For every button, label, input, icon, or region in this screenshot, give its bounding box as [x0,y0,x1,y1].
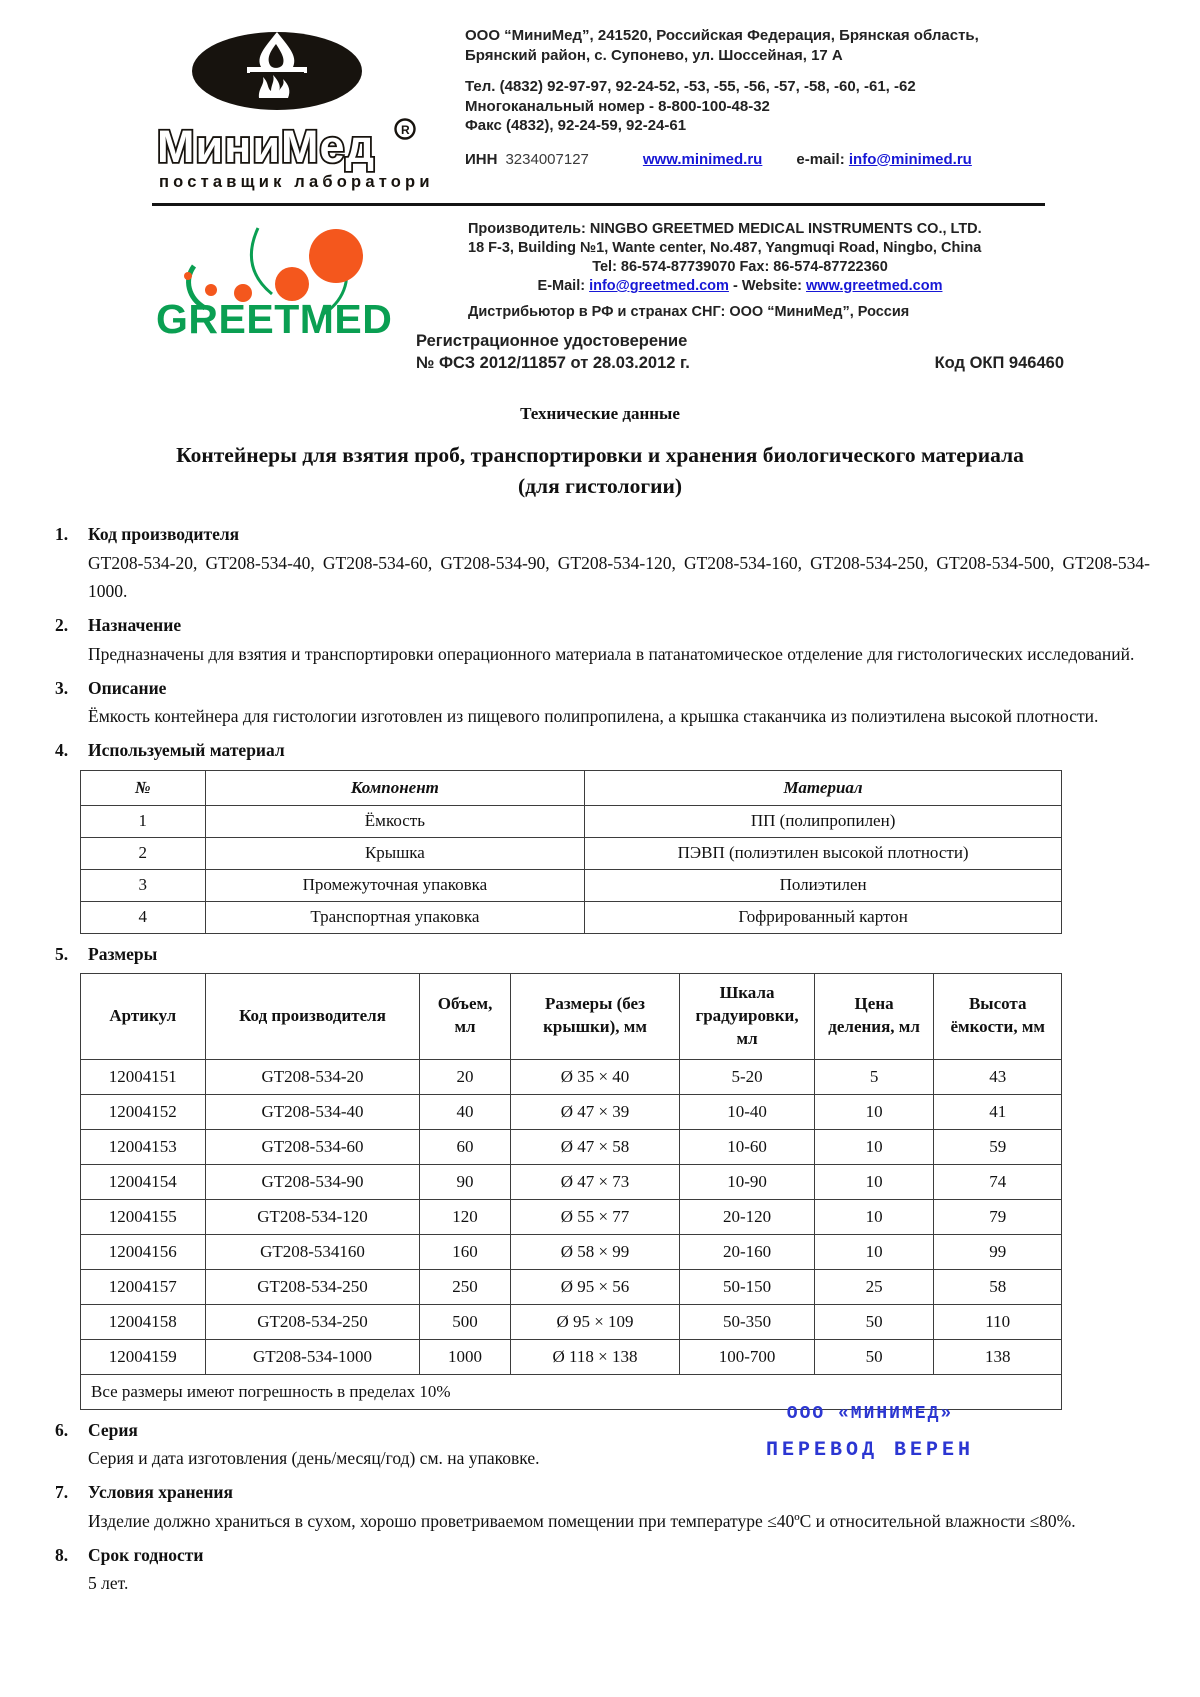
sections [0,502,1200,1597]
table-cell: Гофрированный картон [585,901,1062,933]
producer-email-label: E-Mail: [537,278,586,294]
table-cell: 12004153 [81,1129,206,1164]
table-cell: Ø 95 × 56 [510,1269,680,1304]
table-cell: 120 [420,1199,510,1234]
minimed-email-link[interactable]: info@minimed.ru [848,150,972,168]
section-body-3: Ёмкость контейнера для гистологии изготовлен из пищевого полипропилена, а крышка стаканчика из полиэтилена высокой плотности. [88,706,1099,727]
table-cell: Ø 118 × 138 [510,1339,680,1374]
section-heading-3: 3. Описание [55,677,167,698]
regcert-title: Регистрационное удостоверение [416,332,688,350]
table-cell: 5 [814,1059,934,1094]
table-cell: 1000 [420,1339,510,1374]
section-heading-2: 2. Назначение [55,615,182,636]
table-cell: 79 [934,1199,1062,1234]
table-cell: 25 [814,1269,934,1304]
fax-line: Факс (4832), 92-24-59, 92-24-61 [465,117,687,134]
minimed-logo-icon [150,26,430,192]
table-row [81,1234,1062,1269]
table-row [81,1059,1062,1094]
company-contact-block [465,26,1065,169]
table-cell: 43 [934,1059,1062,1094]
doc-subtitle: Технические данные [520,404,680,423]
table-cell: Ø 47 × 39 [510,1094,680,1129]
table-header-cell: Шкала градуировки, мл [680,973,814,1059]
table-cell: GT208-534-250 [205,1269,420,1304]
section-body-8: 5 лет. [88,1573,129,1594]
table-cell: 12004151 [81,1059,206,1094]
table-row [81,869,1062,901]
table-cell: GT208-534-40 [205,1094,420,1129]
table-cell: 12004156 [81,1234,206,1269]
svg-text:R: R [401,123,410,137]
table-row [81,1304,1062,1339]
table-header-cell: Артикул [81,973,206,1059]
table-cell: 10 [814,1164,934,1199]
table-cell: 1 [81,805,206,837]
table-cell: 12004158 [81,1304,206,1339]
table-cell: ПП (полипропилен) [585,805,1062,837]
table-header-cell: Объем, мл [420,973,510,1059]
table-cell: Промежуточная упаковка [205,869,585,901]
doc-title [0,440,1200,502]
stamp-company: ООО «МИНИМЕД» [786,1403,954,1424]
section-heading-8: 8. Срок годности [55,1544,204,1565]
table-cell: 10 [814,1199,934,1234]
table-cell: GT208-534-120 [205,1199,420,1234]
table-cell: 10-60 [680,1129,814,1164]
table-cell: 50-350 [680,1304,814,1339]
regcert-number: № ФСЗ 2012/11857 от 28.03.2012 г. [416,354,690,372]
section-heading-4: 4. Используемый материал [55,740,285,761]
table-cell: Крышка [205,837,585,869]
minimed-tagline: поставщик лабораторий [159,173,430,191]
table-cell: 3 [81,869,206,901]
table-header-cell: Материал [585,770,1062,805]
producer-telfax: Tel: 86-574-87739070 Fax: 86-574-87722360 [592,259,888,275]
okp-code: Код ОКП 946460 [934,354,1064,372]
table-cell: 4 [81,901,206,933]
table-cell: 12004154 [81,1164,206,1199]
translation-stamp [766,1404,974,1462]
table-cell: Ø 47 × 73 [510,1164,680,1199]
table-row [81,1269,1062,1304]
section-body-7: Изделие должно храниться в сухом, хорошо проветриваемом помещении при температуре ≤40ºС и относительной влажности ≤80%. [88,1510,1076,1531]
table-cell: Полиэтилен [585,869,1062,901]
phone-line: Тел. (4832) 92-97-97, 92-24-52, -53, -55, -56, -57, -58, -60, -61, -62 [465,78,916,95]
table-cell: 58 [934,1269,1062,1304]
table-header-cell: Высота ёмкости, мм [934,973,1062,1059]
inn-label: ИНН [465,150,498,168]
table-cell: 50-150 [680,1269,814,1304]
table-header-cell: № [81,770,206,805]
minimed-website-link[interactable]: www.minimed.ru [642,150,763,168]
table-cell: 5-20 [680,1059,814,1094]
table-cell: GT208-534-20 [205,1059,420,1094]
distributor-line: Дистрибьютор в РФ и странах СНГ: ООО “МиниМед”, Россия [468,304,910,320]
table-cell: Ø 95 × 109 [510,1304,680,1339]
table-row [81,1199,1062,1234]
registration-certificate [416,330,1064,374]
table-cell: 110 [934,1304,1062,1339]
table-header-cell: Код производителя [205,973,420,1059]
email-label: e-mail: [796,150,845,168]
header-top [0,0,1200,197]
doc-title-line2: (для гистологии) [517,474,683,499]
table-cell: Ёмкость [205,805,585,837]
table-cell: Транспортная упаковка [205,901,585,933]
producer-block [416,216,1064,374]
table-row [81,805,1062,837]
section-body-1: GT208-534-20, GT208-534-40, GT208-534-60, GT208-534-90, GT208-534-120, GT208-534-160, GT208-534-250, GT208-534-500, GT208-534-1000. [88,552,1150,601]
table-cell: 500 [420,1304,510,1339]
table-header-cell: Размеры (без крышки), мм [510,973,680,1059]
table-cell: 60 [420,1129,510,1164]
table-cell: 59 [934,1129,1062,1164]
greetmed-email-link[interactable]: info@greetmed.com [589,278,729,294]
greetmed-logo-icon [150,220,400,342]
table-cell: GT208-534-60 [205,1129,420,1164]
producer-website-label: Website: [741,278,802,294]
section-heading-6: 6. Серия [55,1419,138,1440]
materials-table [80,770,1062,934]
table-cell: 160 [420,1234,510,1269]
table-cell: GT208-534-250 [205,1304,420,1339]
table-cell: 12004157 [81,1269,206,1304]
address-line: ООО “МиниМед”, 241520, Российская Федерация, Брянская область, [465,27,979,44]
section-heading-1: 1. Код производителя [55,524,240,545]
greetmed-logo [150,216,408,347]
section-body-6: Серия и дата изготовления (день/месяц/год) см. на упаковке. [88,1448,540,1469]
table-cell: 20 [420,1059,510,1094]
table-cell: 99 [934,1234,1062,1269]
table-cell: 50 [814,1304,934,1339]
table-row [81,1129,1062,1164]
table-cell: 100-700 [680,1339,814,1374]
table-cell: 10 [814,1129,934,1164]
table-cell: 10-40 [680,1094,814,1129]
table-cell: 12004155 [81,1199,206,1234]
tolerance-note: Все размеры имеют погрешность в пределах 10% [81,1374,1062,1409]
table-cell: 2 [81,837,206,869]
table-cell: 90 [420,1164,510,1199]
multichannel-line: Многоканальный номер - 8-800-100-48-32 [465,97,770,115]
producer-email-line: E-Mail: info@greetmed.com - Website: www.greetmed.com [537,278,943,294]
address-line: Брянский район, с. Супонево, ул. Шоссейная, 17 А [465,46,843,64]
sizes-table [80,973,1062,1410]
doc-title-line1: Контейнеры для взятия проб, транспортировки и хранения биологического материала [176,443,1024,467]
inn-value: 3234007127 [505,150,589,168]
section-heading-7: 7. Условия хранения [55,1482,233,1503]
table-cell: 12004152 [81,1094,206,1129]
greetmed-logo-text: GREETMED [156,296,393,342]
table-cell: ПЭВП (полиэтилен высокой плотности) [585,837,1062,869]
table-cell: Ø 55 × 77 [510,1199,680,1234]
table-header-row [81,973,1062,1059]
table-cell: 20-160 [680,1234,814,1269]
table-cell: GT208-534-90 [205,1164,420,1199]
section-body-2: Предназначены для взятия и транспортировки операционного материала в патанатомическое отделение для гистологических исследований. [88,643,1135,664]
table-cell: GT208-534160 [205,1234,420,1269]
table-cell: 74 [934,1164,1062,1199]
table-row [81,837,1062,869]
table-cell: 12004159 [81,1339,206,1374]
table-cell: 138 [934,1339,1062,1374]
table-row [81,901,1062,933]
greetmed-website-link[interactable]: www.greetmed.com [806,278,943,294]
table-header-cell: Цена деления, мл [814,973,934,1059]
table-cell: 50 [814,1339,934,1374]
table-row [81,1094,1062,1129]
table-cell: Ø 58 × 99 [510,1234,680,1269]
table-header-cell: Компонент [205,770,585,805]
minimed-logo-text: МиниМед [157,121,376,172]
table-cell: 20-120 [680,1199,814,1234]
table-header-row [81,770,1062,805]
table-cell: 10 [814,1234,934,1269]
table-cell: 40 [420,1094,510,1129]
section-heading-5: 5. Размеры [55,943,158,964]
table-cell: 250 [420,1269,510,1304]
producer-line: Производитель: NINGBO GREETMED MEDICAL INSTRUMENTS CO., LTD. [468,221,982,237]
producer-line: 18 F-3, Building №1, Wante center, No.487, Yangmuqi Road, Ningbo, China [468,240,982,256]
header-bottom [0,206,1200,374]
stamp-verified: ПЕРЕВОД ВЕРЕН [765,1438,974,1462]
table-cell: GT208-534-1000 [205,1339,420,1374]
table-row [81,1164,1062,1199]
table-cell: 10 [814,1094,934,1129]
minimed-logo [150,26,430,197]
table-row [81,1339,1062,1374]
table-cell: Ø 47 × 58 [510,1129,680,1164]
table-cell: 10-90 [680,1164,814,1199]
table-cell: 41 [934,1094,1062,1129]
table-cell: Ø 35 × 40 [510,1059,680,1094]
